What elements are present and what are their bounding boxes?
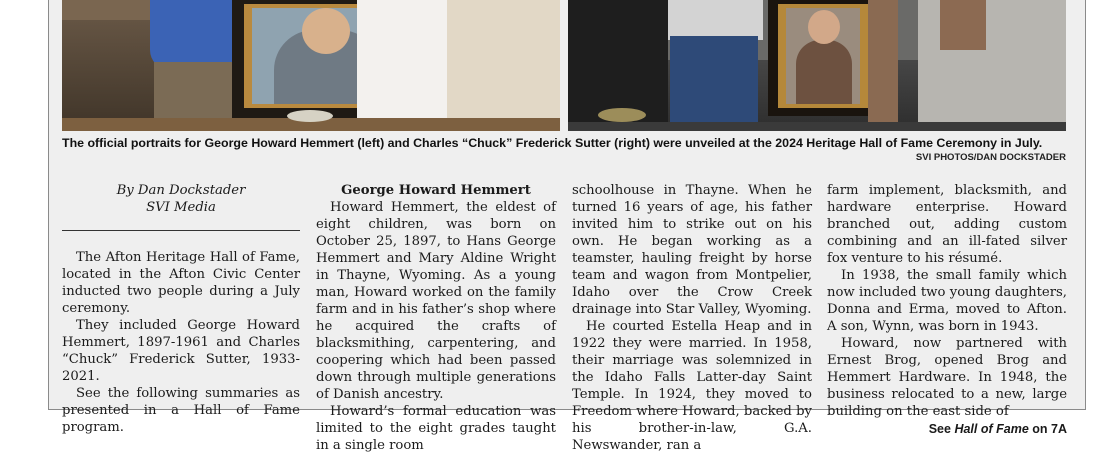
photo-right [568,0,1066,131]
paragraph: See the following summaries as presented in a Hall of Fame program. [62,386,300,435]
paragraph: Howard Hemmert, the eldest of eight children, was born on October 25, 1897, to Hans George Hemmert and Mary Aldine Wright in Thayne, Wyoming. As a young man, Howard worked on the family farm and in his father’s shop where he acquired the crafts of blacksmithing, carpentering, and coopering which had been passed down through multiple generations of Danish ancestry. [316,200,556,402]
jump-line[interactable] [827,421,1067,438]
column-1 [62,182,300,436]
byline-rule [62,230,300,231]
photo-caption: The official portraits for George Howard Hemmert (left) and Charles “Chuck” Frederick Sutter (right) were unveiled at the 2024 Heritage Hall of Fame Ceremony in July. [62,136,1043,150]
paragraph: Howard, now partnered with Ernest Brog, opened Brog and Hemmert Hardware. In 1948, the business relocated to a new, large building on the east side of [827,336,1067,419]
jump-page: on 7A [1032,422,1067,436]
byline-author: By Dan Dockstader [116,183,246,198]
paragraph: In 1938, the small family which now included two young daughters, Donna and Erma, moved to Afton. A son, Wynn, was born in 1943. [827,268,1067,334]
photo-credit: SVI PHOTOS/DAN DOCKSTADER [915,152,1066,163]
paragraph: farm implement, blacksmith, and hardware enterprise. Howard branched out, adding custom combining and an ill-fated silver fox venture to his résumé. [827,183,1067,266]
section-heading: George Howard Hemmert [341,183,531,198]
paragraph: The Afton Heritage Hall of Fame, located in the Afton Civic Center inducted two people during a July ceremony. [62,250,300,316]
paragraph: schoolhouse in Thayne. When he turned 16 years of age, his father invited him to strike out on his own. He began working as a teamster, hauling freight by horse team and wagon from Montpelier, Idaho over the Crow Creek drainage into Star Valley, Wyoming. [572,183,812,317]
byline-outlet: SVI Media [146,200,216,215]
column-3 [572,182,812,454]
column-2 [316,182,556,454]
paragraph: Howard’s formal education was limited to the eight grades taught in a single room [316,404,556,453]
jump-section: Hall of Fame [954,422,1029,436]
paragraph: He courted Estella Heap and in 1922 they were married. In 1958, their marriage was solemnized in the Idaho Falls Latter-day Saint Temple. In 1924, they moved to Freedom where Howard, backed by his brother-in-law, G.A. Newswander, ran a [572,319,812,453]
photo-left [62,0,560,131]
jump-see: See [928,422,951,436]
paragraph: They included George Howard Hemmert, 1897-1961 and Charles “Chuck” Frederick Sutter, 1933-2021. [62,318,300,384]
